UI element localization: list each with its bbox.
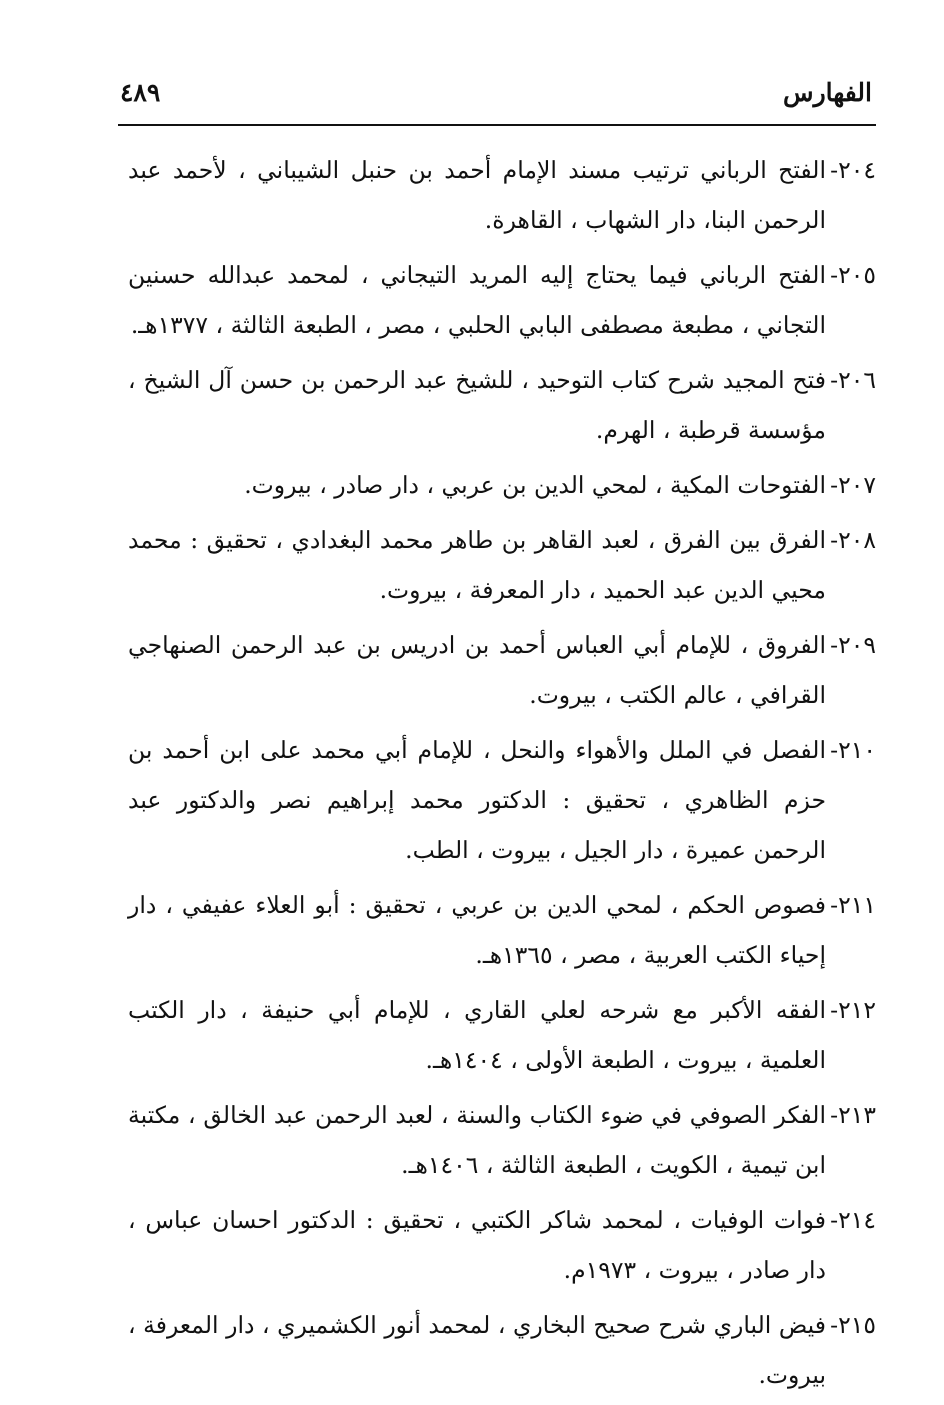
entry-number: ٢٠٨- [830,526,876,554]
entry-number: ٢٠٧- [830,471,876,499]
entry-number: ٢١١- [830,891,876,919]
entry-number: ٢١٤- [830,1206,876,1234]
page-number: ٤٨٩ [120,78,161,107]
entry-text: الفرق بين الفرق ، لعبد القاهر بن طاهر محمد البغدادي ، تحقيق : محمد محيي الدين عبد الحميد ، دار المعرفة ، بيروت. [128,526,826,604]
bibliography-entry [128,250,876,350]
header-divider [118,124,876,126]
entry-text: الفتح الرباني ترتيب مسند الإمام أحمد بن حنبل الشيباني ، لأحمد عبد الرحمن البنا، دار الشهاب ، القاهرة. [128,156,826,234]
bibliography-entry [128,1090,876,1190]
entry-text: فيض الباري شرح صحيح البخاري ، لمحمد أنور الكشميري ، دار المعرفة ، بيروت. [128,1311,826,1389]
entry-number: ٢١٣- [830,1101,876,1129]
bibliography-entry [128,1300,876,1400]
entry-number: ٢٠٦- [830,366,876,394]
entry-number: ٢٠٥- [830,261,876,289]
entry-text: فصوص الحكم ، لمحي الدين بن عربي ، تحقيق : أبو العلاء عفيفي ، دار إحياء الكتب العربية ، مصر ، ١٣٦٥هـ. [128,891,826,969]
entry-number: ٢١٢- [830,996,876,1024]
bibliography-entry [128,985,876,1085]
entry-text: فتح المجيد شرح كتاب التوحيد ، للشيخ عبد الرحمن بن حسن آل الشيخ ، مؤسسة قرطبة ، الهرم. [128,366,826,444]
bibliography-entry [128,515,876,615]
bibliography-entry [128,355,876,455]
entry-text: الفتح الرباني فيما يحتاج إليه المريد التيجاني ، لمحمد عبدالله حسنين التجاني ، مطبعة مصطفى البابي الحلبي ، مصر ، الطبعة الثالثة ، ١٣٧٧هـ. [128,261,826,339]
entry-number: ٢١٠- [830,736,876,764]
page-header [118,78,876,118]
bibliography-entry [128,1195,876,1295]
bibliography-entry [128,620,876,720]
bibliography-list [128,145,876,1405]
running-title: الفهارس [783,78,872,107]
entry-text: فوات الوفيات ، لمحمد شاكر الكتبي ، تحقيق : الدكتور احسان عباس ، دار صادر ، بيروت ، ١٩٧٣م. [128,1206,826,1284]
entry-text: الفكر الصوفي في ضوء الكتاب والسنة ، لعبد الرحمن عبد الخالق ، مكتبة ابن تيمية ، الكويت ، الطبعة الثالثة ، ١٤٠٦هـ. [128,1101,826,1179]
bibliography-entry [128,460,876,510]
bibliography-entry [128,725,876,875]
entry-number: ٢٠٤- [830,156,876,184]
entry-text: الفتوحات المكية ، لمحي الدين بن عربي ، دار صادر ، بيروت. [244,471,826,499]
bibliography-entry [128,145,876,245]
entry-number: ٢١٥- [830,1311,876,1339]
entry-text: الفصل في الملل والأهواء والنحل ، للإمام أبي محمد على ابن أحمد بن حزم الظاهري ، تحقيق : الدكتور محمد إبراهيم نصر والدكتور عبد الرحمن عميرة ، دار الجيل ، بيروت ، الطب. [128,736,826,864]
entry-number: ٢٠٩- [830,631,876,659]
bibliography-entry [128,880,876,980]
entry-text: الفروق ، للإمام أبي العباس أحمد بن ادريس بن عبد الرحمن الصنهاجي القرافي ، عالم الكتب ، بيروت. [128,631,826,709]
entry-text: الفقه الأكبر مع شرحه لعلي القاري ، للإمام أبي حنيفة ، دار الكتب العلمية ، بيروت ، الطبعة الأولى ، ١٤٠٤هـ. [128,996,826,1074]
